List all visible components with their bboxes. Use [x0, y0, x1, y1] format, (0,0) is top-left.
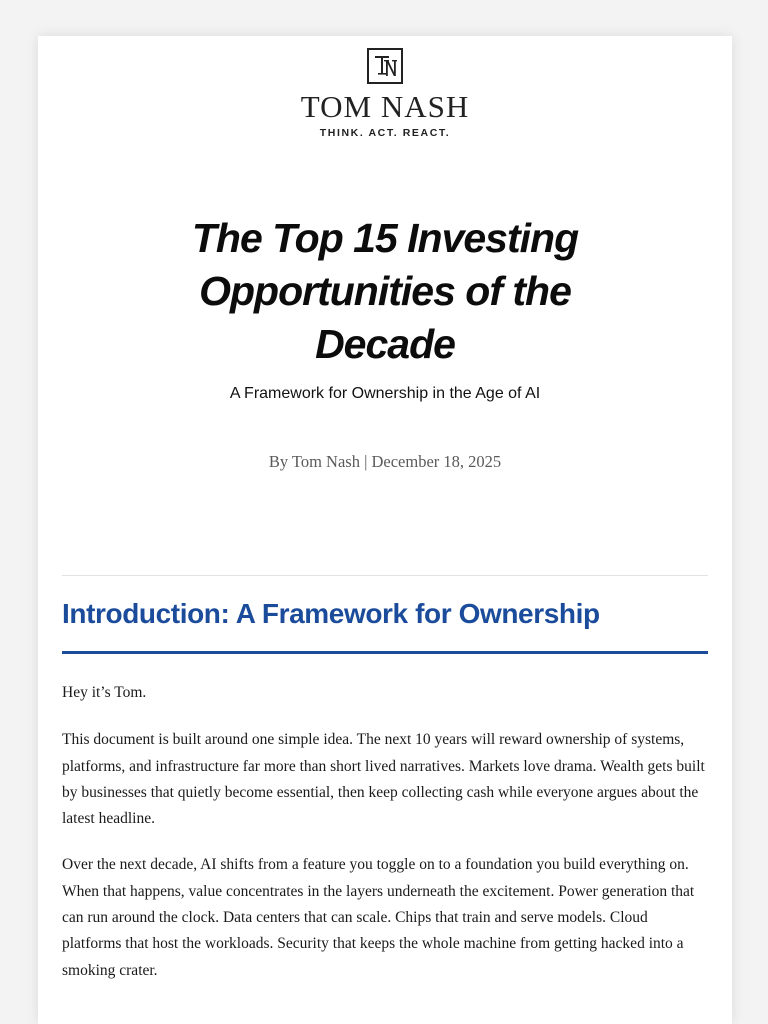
section-body	[62, 680, 708, 1004]
brand-header	[38, 48, 732, 139]
tn-monogram-logo	[367, 48, 403, 84]
paragraph: Hey it’s Tom.	[62, 684, 147, 701]
document-title: The Top 15 Investing Opportunities of the Decade	[191, 215, 579, 367]
byline: By Tom Nash | December 18, 2025	[268, 452, 502, 471]
paragraph: Over the next decade, AI shifts from a feature you toggle on to a foundation you build everything on. When that happens, value concentrates in the layers underneath the excitement. Power generation that can run around the clock. Data centers that can scale. Chips that train and serve models. Cloud platforms that host the workloads. Security that keeps the whole machine from getting hacked into a smoking crater.	[62, 856, 695, 979]
brand-tagline: THINK. ACT. REACT.	[319, 127, 451, 139]
section-heading: Introduction: A Framework for Ownership	[62, 598, 600, 629]
document-page	[38, 36, 732, 1024]
paragraph: This document is built around one simple idea. The next 10 years will reward ownership of systems, platforms, and infrastructure far more than short lived narratives. Markets love drama. Wealth gets built by businesses that quietly become essential, then keep collecting cash while everyone argues about the latest headline.	[62, 731, 705, 828]
section-heading-underline	[62, 651, 708, 654]
brand-name: TOM NASH	[300, 89, 470, 124]
document-subtitle: A Framework for Ownership in the Age of AI	[229, 385, 541, 402]
header-divider	[62, 575, 708, 576]
